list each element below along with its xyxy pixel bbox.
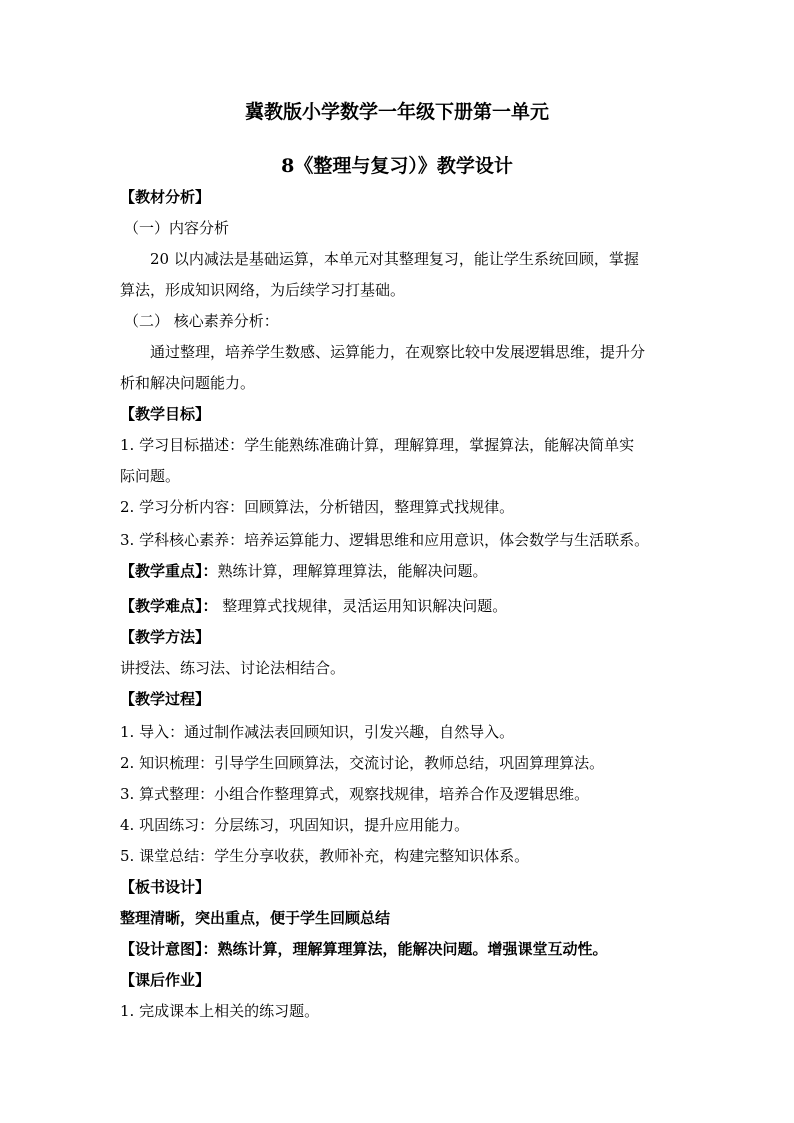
method-text: 讲授法、练习法、讨论法相结合。 bbox=[120, 659, 346, 677]
document-title-line1: 冀教版小学数学一年级下册第一单元 bbox=[244, 101, 549, 123]
subheading-content: （一）内容分析 bbox=[124, 219, 230, 237]
intent-text: 熟练计算，理解算理算法，能解决问题。增强课堂互动性。 bbox=[217, 940, 608, 958]
intent-label: 【设计意图】： bbox=[120, 940, 218, 958]
board-text: 整理清晰，突出重点，便于学生回顾总结 bbox=[120, 909, 391, 927]
section-heading-goals: 【教学目标】 bbox=[120, 405, 211, 423]
key-point-row bbox=[120, 561, 488, 581]
paragraph-core-1: 通过整理，培养学生数感、运算能力，在观察比较中发展逻辑思维，提升分 bbox=[150, 343, 646, 361]
paragraph-content-2: 算法，形成知识网络，为后续学习打基础。 bbox=[120, 281, 406, 299]
process-item-1: 1. 导入：通过制作减法表回顾知识，引发兴趣，自然导入。 bbox=[120, 723, 515, 741]
section-heading-homework: 【课后作业】 bbox=[120, 971, 211, 989]
section-heading-analysis: 【教材分析】 bbox=[120, 188, 211, 206]
section-heading-process: 【教学过程】 bbox=[120, 690, 211, 708]
difficult-point-row bbox=[120, 596, 507, 616]
paragraph-content-1: 20 以内减法是基础运算，本单元对其整理复习，能让学生系统回顾，掌握 bbox=[150, 250, 639, 268]
homework-item-1: 1. 完成课本上相关的练习题。 bbox=[120, 1002, 320, 1020]
intent-row bbox=[120, 939, 608, 959]
goal-item-1a: 1. 学习目标描述：学生能熟练准确计算，理解算理，掌握算法，能解决简单实 bbox=[120, 436, 635, 454]
process-item-3: 3. 算式整理：小组合作整理算式，观察找规律，培养合作及逻辑思维。 bbox=[120, 785, 590, 803]
difficult-point-label: 【教学难点】： bbox=[120, 597, 218, 615]
key-point-text: 熟练计算，理解算理算法，能解决问题。 bbox=[217, 562, 488, 580]
paragraph-core-2: 析和解决问题能力。 bbox=[120, 374, 256, 392]
goal-item-2: 2. 学习分析内容：回顾算法，分析错因，整理算式找规律。 bbox=[120, 498, 515, 516]
process-item-4: 4. 巩固练习：分层练习，巩固知识，提升应用能力。 bbox=[120, 816, 470, 834]
difficult-point-text: 整理算式找规律，灵活运用知识解决问题。 bbox=[217, 597, 508, 615]
goal-item-3: 3. 学科核心素养：培养运算能力、逻辑思维和应用意识，体会数学与生活联系。 bbox=[120, 531, 650, 549]
process-item-5: 5. 课堂总结：学生分享收获，教师补充，构建完整知识体系。 bbox=[120, 847, 530, 865]
section-heading-method: 【教学方法】 bbox=[120, 628, 211, 646]
process-item-2: 2. 知识梳理：引导学生回顾算法，交流讨论，教师总结，巩固算理算法。 bbox=[120, 754, 605, 772]
document-title-line2: 8《整理与复习）》教学设计 bbox=[281, 155, 513, 177]
key-point-label: 【教学重点】： bbox=[120, 562, 218, 580]
goal-item-1b: 际问题。 bbox=[120, 467, 181, 485]
subheading-core: （二） 核心素养分析： bbox=[124, 312, 279, 330]
section-heading-board: 【板书设计】 bbox=[120, 878, 211, 896]
